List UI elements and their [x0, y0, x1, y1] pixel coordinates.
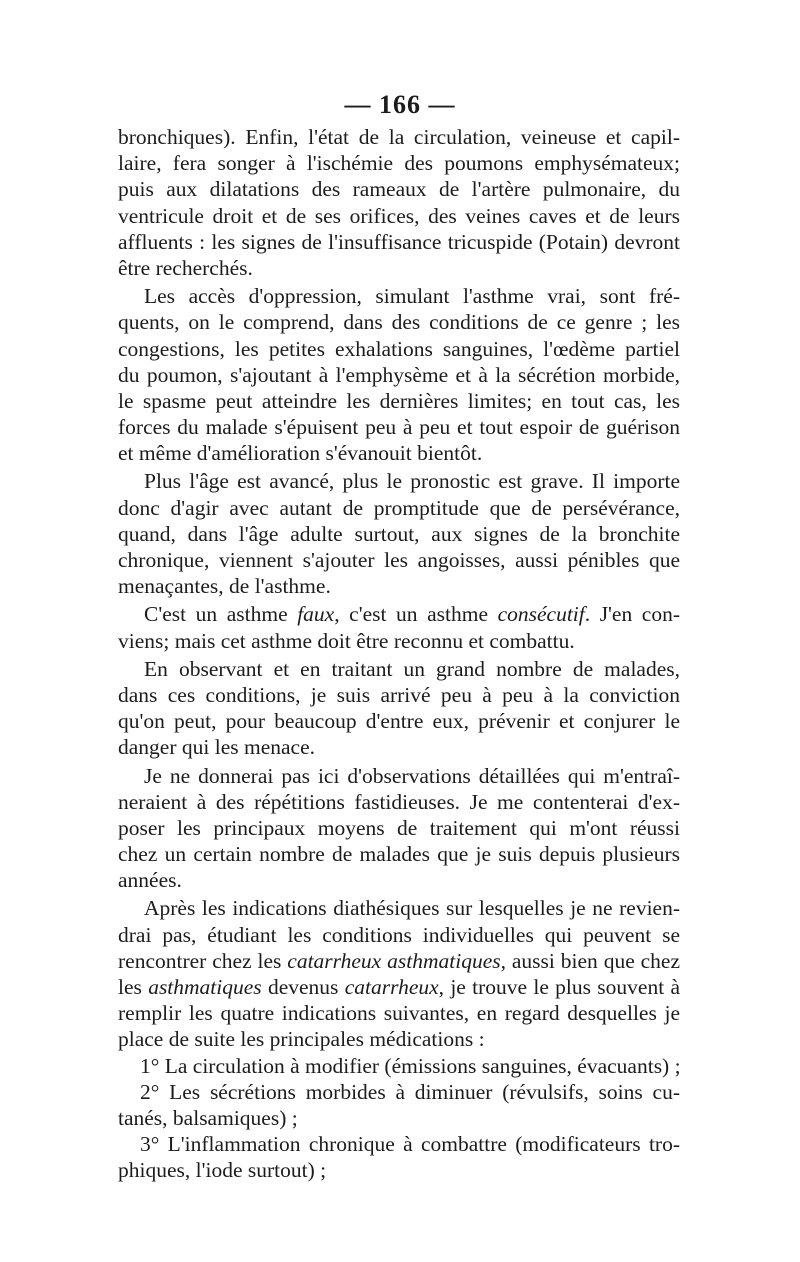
text-line: remplir les quatre indications suivantes, en regard desquelles je: [118, 1001, 680, 1026]
text-line: être recherchés.: [118, 255, 253, 280]
paragraph: [118, 124, 680, 281]
text-line: Je ne donnerai pas ici d'observations détaillées qui m'entraî-: [144, 763, 680, 788]
text-line: viens; mais cet asthme doit être reconnu et combattu.: [118, 628, 575, 653]
paragraph: [118, 763, 680, 894]
text-line: du poumon, s'ajoutant à l'emphysème et à la sécrétion morbide,: [118, 362, 680, 387]
text-line: Après les indications diathésiques sur lesquelles je ne revien-: [144, 896, 680, 921]
page-text: [118, 124, 680, 1184]
italic-text: catarrheux: [344, 975, 439, 999]
italic-text: asthmatiques: [148, 975, 262, 999]
text-run: C'est un asthme: [144, 602, 298, 627]
text-line: Les accès d'oppression, simulant l'asthme vrai, sont fré-: [144, 284, 680, 309]
paragraph: [118, 656, 680, 761]
text-line: quand, dans l'âge adulte surtout, aux signes de la bronchite: [118, 521, 680, 546]
text-run: les: [118, 975, 149, 999]
text-line: affluents : les signes de l'insuffisance tricuspide (Potain) devront: [118, 229, 680, 254]
text-run: , c'est un asthme: [334, 602, 498, 627]
list-item: 3° L'inflammation chronique à combattre (modificateurs tro-: [140, 1132, 680, 1157]
text-line: forces du malade s'épuisent peu à peu et tout espoir de guérison: [118, 415, 680, 440]
text-line: menaçantes, de l'asthme.: [118, 574, 331, 599]
text-line: En observant et en traitant un grand nombre de malades,: [144, 656, 680, 681]
text-line: donc d'agir avec autant de promptitude que de persévérance,: [118, 495, 680, 520]
text-run: . J'en con-: [584, 602, 680, 627]
text-line: tanés, balsamiques) ;: [118, 1105, 298, 1130]
text-line: [118, 974, 680, 1000]
text-line: puis aux dilatations des rameaux de l'artère pulmonaire, du: [118, 177, 680, 202]
italic-text: consécutif: [497, 602, 585, 627]
italic-text: catarrheux asthmatiques: [287, 948, 501, 973]
text-line: laire, fera songer à l'ischémie des poumons emphysémateux;: [118, 151, 680, 176]
paragraph: [118, 601, 680, 653]
page-number: — 166 —: [344, 90, 456, 119]
italic-text: faux: [297, 602, 335, 627]
list-item: 1° La circulation à modifier (émissions sanguines, évacuants) ;: [140, 1053, 681, 1078]
text-line: bronchiques). Enfin, l'état de la circulation, veineuse et capil-: [118, 125, 680, 149]
text-line: le spasme peut atteindre les dernières limites; en tout cas, les: [118, 388, 680, 413]
text-line: ventricule droit et de ses orifices, des veines caves et de leurs: [118, 203, 680, 228]
list-item: 2° Les sécrétions morbides à diminuer (révulsifs, soins cu-: [140, 1079, 680, 1104]
text-line: chez un certain nombre de malades que je suis depuis plusieurs: [118, 842, 680, 867]
text-run: , je trouve le plus souvent à: [438, 975, 681, 999]
text-line: quents, on le comprend, dans des conditions de ce genre ; les: [118, 310, 680, 335]
text-line: Plus l'âge est avancé, plus le pronostic est grave. Il importe: [144, 469, 680, 494]
text-run: devenus: [261, 975, 345, 999]
text-line: années.: [118, 868, 182, 893]
text-line: [118, 601, 680, 627]
text-line: congestions, les petites exhalations sanguines, l'œdème partiel: [118, 336, 680, 361]
text-line: drai pas, étudiant les conditions individuelles qui peuvent se: [118, 922, 680, 947]
text-line: danger qui les menace.: [118, 735, 315, 760]
text-line: place de suite les principales médications :: [118, 1027, 485, 1052]
text-line: poser les principaux moyens de traitement qui m'ont réussi: [118, 815, 680, 840]
text-line: phiques, l'iode surtout) ;: [118, 1158, 327, 1183]
text-run: rencontrer chez les: [118, 948, 288, 973]
paragraph: [118, 468, 680, 599]
numbered-list: [118, 1053, 680, 1184]
text-line: dans ces conditions, je suis arrivé peu à peu à la conviction: [118, 682, 680, 707]
paragraph: [118, 895, 680, 1052]
text-line: qu'on peut, pour beaucoup d'entre eux, prévenir et conjurer le: [118, 709, 680, 734]
text-line: chronique, viennent s'ajouter les angoisses, aussi pénibles que: [118, 548, 680, 572]
text-line: et même d'amélioration s'évanouit bientôt.: [118, 441, 483, 466]
text-line: neraient à des répétitions fastidieuses. Je me contenterai d'ex-: [118, 789, 680, 814]
paragraph: [118, 283, 680, 466]
text-line: [118, 948, 680, 974]
text-run: , aussi bien que chez: [500, 948, 681, 973]
